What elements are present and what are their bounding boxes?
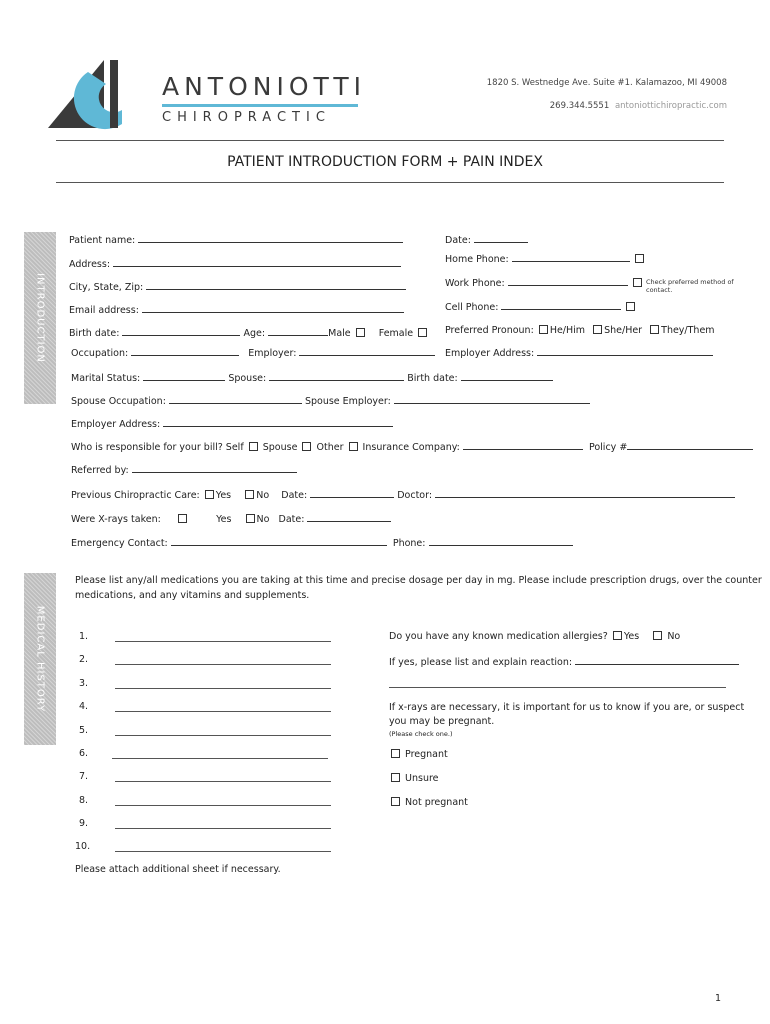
- cell-phone-checkbox[interactable]: [626, 302, 635, 311]
- birth-date-input[interactable]: [122, 326, 240, 336]
- employer-input[interactable]: [299, 346, 435, 356]
- not-pregnant-checkbox[interactable]: [391, 797, 400, 806]
- spouse-birth-date-input[interactable]: [461, 371, 553, 381]
- home-phone-field[interactable]: Home Phone:: [445, 252, 646, 265]
- work-phone-checkbox[interactable]: [633, 278, 642, 287]
- xray-note-1: If x-rays are necessary, it is important for us to know if you are, or suspect: [389, 702, 745, 713]
- billing-row: Who is responsible for your bill? Self Spouse Other Insurance Company: Policy #: [71, 440, 753, 453]
- med-line-10[interactable]: 10.: [75, 841, 91, 852]
- med-blank-2[interactable]: [115, 664, 331, 665]
- brand-sub: CHIROPRACTIC: [162, 110, 331, 125]
- brand-name: ANTONIOTTI: [162, 72, 366, 101]
- spouse-input[interactable]: [269, 371, 404, 381]
- title-top-rule: [56, 140, 724, 141]
- med-line-8[interactable]: 8.: [79, 795, 89, 806]
- self-checkbox[interactable]: [249, 442, 258, 451]
- med-line-7[interactable]: 7.: [79, 771, 89, 782]
- medications-instructions-2: medications, and any vitamins and supplements.: [75, 590, 310, 601]
- patient-name-field[interactable]: Patient name:: [69, 233, 403, 246]
- cell-phone-field[interactable]: Cell Phone:: [445, 300, 637, 313]
- option-not-pregnant[interactable]: Not pregnant: [389, 797, 468, 808]
- clinic-phone: 269.344.5551: [549, 101, 610, 111]
- he-him-checkbox[interactable]: [539, 325, 548, 334]
- logo-mark: [48, 58, 158, 130]
- referred-by-field[interactable]: Referred by:: [71, 463, 297, 476]
- clinic-address: 1820 S. Westnedge Ave. Suite #1. Kalamazoo, MI 49008: [486, 78, 727, 88]
- spouse-employer-address-field[interactable]: Employer Address:: [71, 417, 393, 430]
- introduction-tab: INTRODUCTION: [24, 232, 56, 404]
- previous-care-row: Previous Chiropractic Care: Yes No Date: Doctor:: [71, 488, 735, 501]
- med-blank-10[interactable]: [115, 851, 331, 852]
- check-one-note: (Please check one.): [389, 730, 453, 738]
- allergies-question: Do you have any known medication allergies? Yes No: [389, 631, 681, 642]
- clinic-website[interactable]: antoniottichiropractic.com: [614, 101, 727, 111]
- prev-care-no-checkbox[interactable]: [245, 490, 254, 499]
- med-blank-6[interactable]: [112, 758, 328, 759]
- female-checkbox[interactable]: [418, 328, 427, 337]
- med-line-9[interactable]: 9.: [79, 818, 89, 829]
- med-line-5[interactable]: 5.: [79, 725, 89, 736]
- male-checkbox[interactable]: [356, 328, 365, 337]
- employer-address-field[interactable]: Employer Address:: [445, 346, 713, 359]
- spouse-employer-input[interactable]: [394, 394, 590, 404]
- occupation-input[interactable]: [131, 346, 239, 356]
- prev-care-date-input[interactable]: [310, 488, 394, 498]
- doctor-input[interactable]: [435, 488, 735, 498]
- home-phone-checkbox[interactable]: [635, 254, 644, 263]
- med-line-3[interactable]: 3.: [79, 678, 89, 689]
- title-bottom-rule: [56, 182, 724, 183]
- age-input[interactable]: [268, 326, 328, 336]
- contact-method-note: Check preferred method of contact.: [646, 278, 734, 294]
- occupation-row: Occupation: Employer:: [71, 346, 435, 359]
- med-blank-1[interactable]: [115, 641, 331, 642]
- emergency-phone-input[interactable]: [429, 536, 573, 546]
- clinic-contact: [550, 101, 727, 111]
- form-title: PATIENT INTRODUCTION FORM + PAIN INDEX: [227, 154, 543, 170]
- date-field[interactable]: Date:: [445, 233, 528, 246]
- pregnant-checkbox[interactable]: [391, 749, 400, 758]
- insurance-company-input[interactable]: [463, 440, 583, 450]
- med-blank-7[interactable]: [115, 781, 331, 782]
- they-them-checkbox[interactable]: [650, 325, 659, 334]
- reaction-line-2[interactable]: [389, 687, 726, 688]
- prev-care-yes-checkbox[interactable]: [205, 490, 214, 499]
- spouse-occupation-row: Spouse Occupation: Spouse Employer:: [71, 394, 590, 407]
- spouse-checkbox[interactable]: [302, 442, 311, 451]
- xrays-row: Were X-rays taken: Yes No Date:: [71, 512, 391, 525]
- option-pregnant[interactable]: Pregnant: [389, 749, 448, 760]
- med-line-2[interactable]: 2.: [79, 654, 89, 665]
- reaction-field[interactable]: If yes, please list and explain reaction:: [389, 655, 739, 668]
- brand-divider: [162, 104, 358, 107]
- med-blank-5[interactable]: [115, 735, 331, 736]
- allergies-yes-checkbox[interactable]: [613, 631, 622, 640]
- email-field[interactable]: Email address:: [69, 303, 404, 316]
- option-unsure[interactable]: Unsure: [389, 773, 439, 784]
- page-number: 1: [715, 993, 722, 1004]
- emergency-row: Emergency Contact: Phone:: [71, 536, 573, 549]
- birth-age-sex-row: Birth date: Age: Male Female: [69, 326, 429, 339]
- xray-note-2: you may be pregnant.: [389, 716, 495, 727]
- xrays-date-input[interactable]: [307, 512, 391, 522]
- med-line-1[interactable]: 1.: [79, 631, 89, 642]
- xrays-yes-checkbox[interactable]: [178, 514, 187, 523]
- unsure-checkbox[interactable]: [391, 773, 400, 782]
- attach-note: Please attach additional sheet if necessary.: [75, 864, 281, 875]
- med-blank-8[interactable]: [115, 805, 331, 806]
- spouse-occupation-input[interactable]: [169, 394, 302, 404]
- med-blank-3[interactable]: [115, 688, 331, 689]
- med-line-4[interactable]: 4.: [79, 701, 89, 712]
- med-blank-4[interactable]: [115, 711, 331, 712]
- med-line-6[interactable]: 6.: [79, 748, 89, 759]
- allergies-no-checkbox[interactable]: [653, 631, 662, 640]
- marital-input[interactable]: [143, 371, 225, 381]
- city-state-zip-field[interactable]: City, State, Zip:: [69, 280, 406, 293]
- she-her-checkbox[interactable]: [593, 325, 602, 334]
- work-phone-field[interactable]: Work Phone:: [445, 276, 644, 289]
- med-blank-9[interactable]: [115, 828, 331, 829]
- address-field[interactable]: Address:: [69, 257, 401, 270]
- xrays-no-checkbox[interactable]: [246, 514, 255, 523]
- medical-history-tab: MEDICAL HISTORY: [24, 573, 56, 745]
- emergency-contact-input[interactable]: [171, 536, 387, 546]
- policy-input[interactable]: [627, 440, 753, 450]
- medications-instructions-1: Please list any/all medications you are taking at this time and precise dosage per day in mg. Please include prescription drugs, over the counter: [75, 575, 762, 586]
- marital-row: Marital Status: Spouse: Birth date:: [71, 371, 553, 384]
- pronoun-row: Preferred Pronoun: He/Him She/Her They/Them: [445, 325, 715, 336]
- insurance-checkbox[interactable]: [349, 442, 358, 451]
